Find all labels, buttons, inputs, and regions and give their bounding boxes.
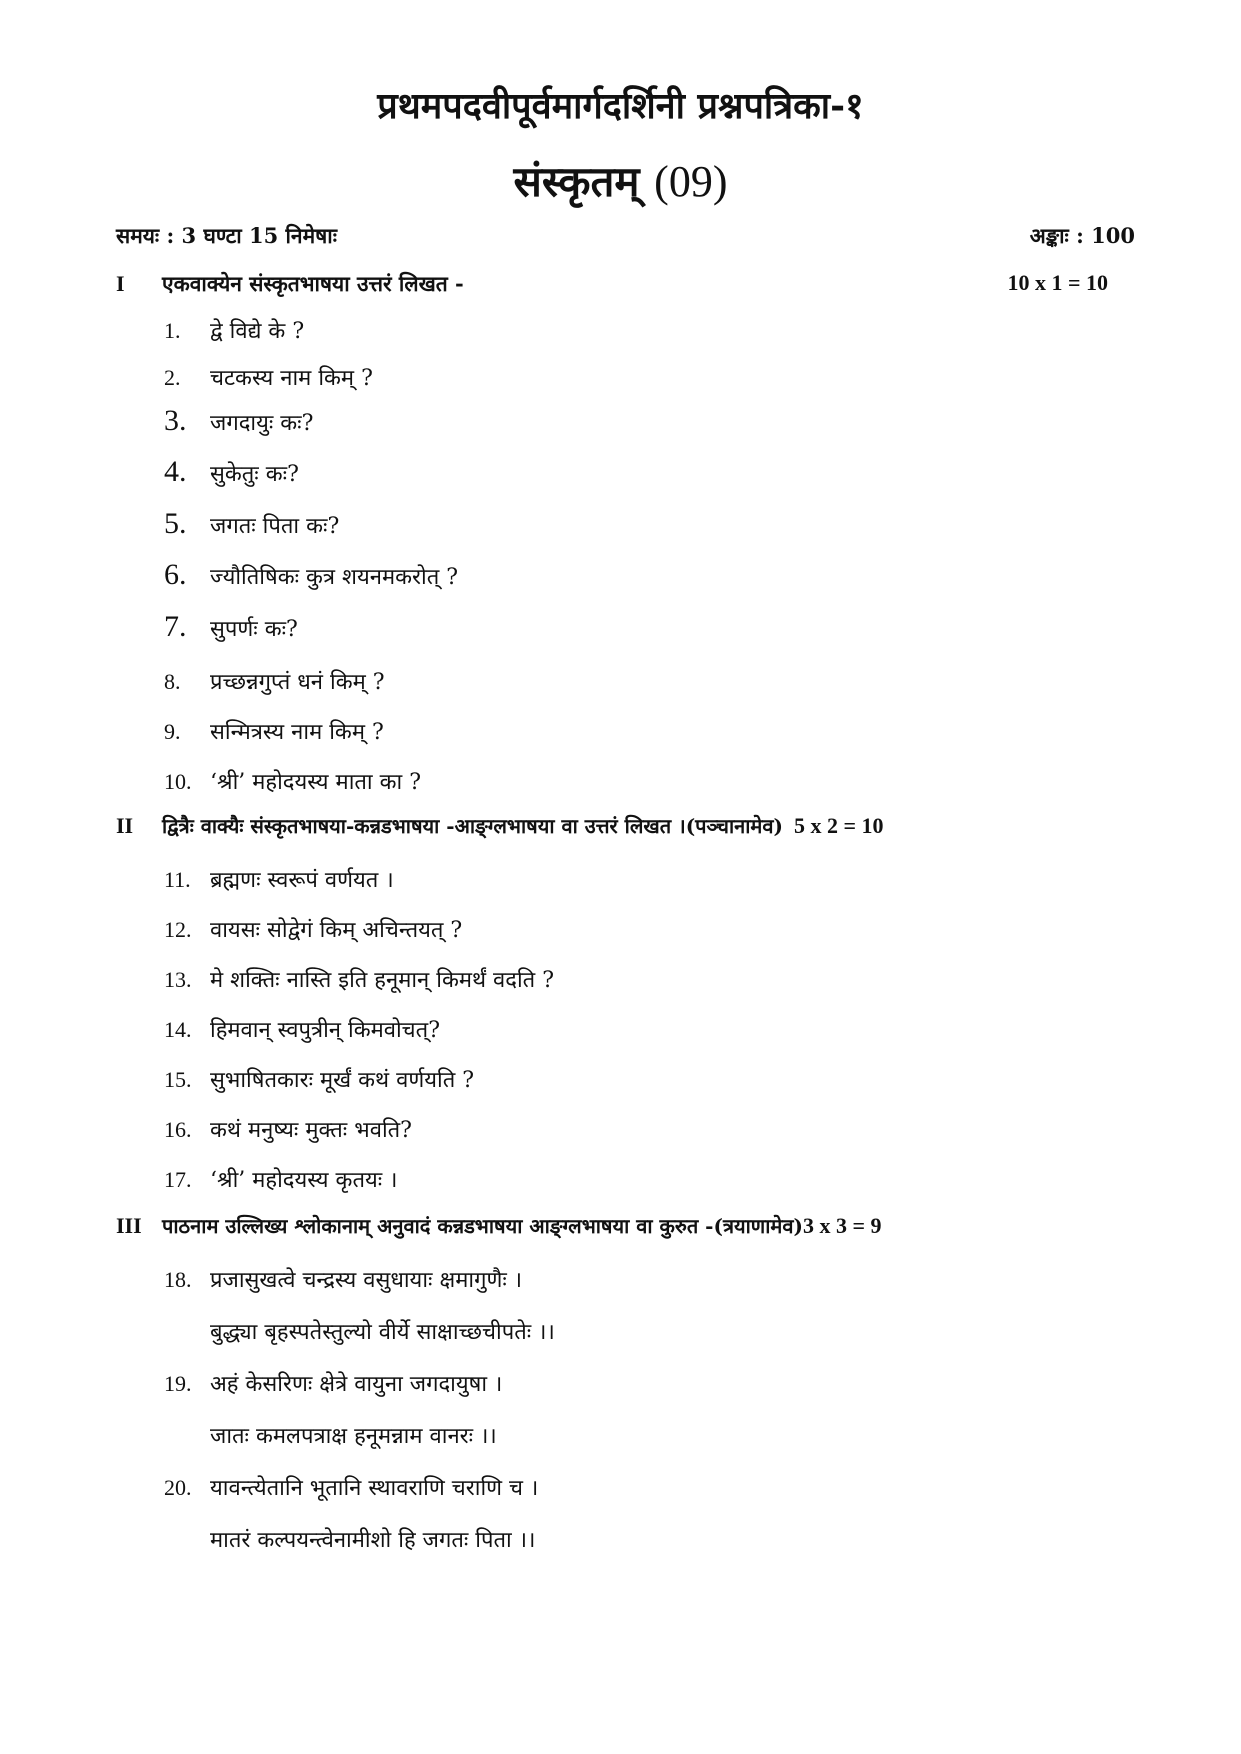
verse-line-1: यावन्त्येतानि भूतानि स्थावराणि चराणि च । xyxy=(210,1476,539,1501)
question-text: सुपर्णः कः? xyxy=(210,617,298,642)
section-1-header xyxy=(116,270,1126,298)
question-number: 14. xyxy=(164,1017,192,1042)
question-text: ज्यौतिषिकः कुत्र शयनमकरोत् ? xyxy=(210,565,459,590)
question-text: सुभाषितकारः मूर्खं कथं वर्णयति ? xyxy=(210,1068,475,1093)
question-item xyxy=(164,315,304,345)
section-number: I xyxy=(116,271,125,296)
question-text: द्वे विद्ये के ? xyxy=(210,319,305,344)
question-number: 10. xyxy=(164,769,192,794)
question-text: वायसः सोद्वेगं किम् अचिन्तयत् ? xyxy=(210,918,463,943)
section-2-header xyxy=(116,812,1126,839)
question-item xyxy=(164,864,394,894)
section-number: III xyxy=(116,1213,142,1238)
question-number: 16. xyxy=(164,1117,192,1142)
question-item xyxy=(164,1114,412,1144)
verse-line-2: बुद्ध्या बृहस्पतेस्तुल्यो वीर्ये साक्षाच्छचीपतेः ।। xyxy=(210,1320,555,1345)
question-text: ‘श्री’ महोदयस्य माता का ? xyxy=(210,770,422,795)
question-text: सन्मित्रस्य नाम किम् ? xyxy=(210,720,384,745)
question-number: 5. xyxy=(164,507,187,540)
question-number: 8. xyxy=(164,669,181,694)
question-item xyxy=(164,1014,440,1044)
verse-item xyxy=(164,1368,502,1398)
question-text: जगदायुः कः? xyxy=(210,411,314,436)
question-text: सुकेतुः कः? xyxy=(210,462,299,487)
question-number: 3. xyxy=(164,404,187,437)
section-instruction: पाठनाम उल्लिख्य श्लोकानाम् अनुवादं कन्नडभाषया आङ्ग्लभाषया वा कुरुत -(त्रयाणामेव) xyxy=(162,1214,803,1238)
question-item xyxy=(164,766,421,796)
subject-title xyxy=(0,152,1241,209)
question-text: मे शक्तिः नास्ति इति हनूमान् किमर्थं वदति ? xyxy=(210,968,554,993)
question-text: ‘श्री’ महोदयस्य कृतयः । xyxy=(210,1168,398,1193)
question-number: 12. xyxy=(164,917,192,942)
verse-line-1: अहं केसरिणः क्षेत्रे वायुना जगदायुषा । xyxy=(210,1372,503,1397)
total-marks: अङ्काः : 100 xyxy=(1029,223,1135,248)
question-number: 9. xyxy=(164,719,181,744)
question-item xyxy=(164,610,298,644)
question-number: 20. xyxy=(164,1475,192,1500)
section-instruction: द्वित्रैः वाक्यैः संस्कृतभाषया-कन्नडभाषया -आङ्ग्लभाषया वा उत्तरं लिखत ।(पञ्चानामेव) xyxy=(162,814,783,838)
section-score: 3 x 3 = 9 xyxy=(802,1213,882,1238)
question-number: 18. xyxy=(164,1267,192,1292)
question-text: हिमवान् स्वपुत्रीन् किमवोचत्? xyxy=(210,1018,440,1043)
verse-item xyxy=(164,1264,522,1294)
verse-item xyxy=(164,1472,538,1502)
question-number: 1. xyxy=(164,318,181,343)
page-title: प्रथमपदवीपूर्वमार्गदर्शिनी प्रश्नपत्रिका-१ xyxy=(377,85,864,127)
question-text: जगतः पिता कः? xyxy=(210,514,340,539)
question-item xyxy=(164,455,299,489)
subject-code: (09) xyxy=(654,157,728,206)
verse-line-2: जातः कमलपत्राक्ष हनूमन्नाम वानरः ।। xyxy=(210,1424,497,1449)
question-number: 11. xyxy=(164,867,191,892)
question-item xyxy=(164,964,554,994)
section-number: II xyxy=(116,813,134,838)
question-number: 19. xyxy=(164,1371,192,1396)
section-score: 10 x 1 = 10 xyxy=(1007,270,1108,295)
question-text: चटकस्य नाम किम् ? xyxy=(210,366,373,391)
question-item xyxy=(164,362,373,392)
subject-name: संस्कृतम् xyxy=(513,157,640,206)
question-number: 15. xyxy=(164,1067,192,1092)
question-item xyxy=(164,1064,474,1094)
question-item xyxy=(164,716,384,746)
question-number: 7. xyxy=(164,610,187,643)
question-item xyxy=(164,666,385,696)
question-item xyxy=(164,558,458,592)
question-number: 6. xyxy=(164,558,187,591)
section-score: 5 x 2 = 10 xyxy=(793,813,884,838)
section-instruction: एकवाक्येन संस्कृतभाषया उत्तरं लिखत - xyxy=(162,271,464,296)
question-item xyxy=(164,507,339,541)
question-text: प्रच्छन्नगुप्तं धनं किम् ? xyxy=(210,670,385,695)
question-number: 2. xyxy=(164,365,181,390)
question-item xyxy=(164,1164,398,1194)
verse-line-1: प्रजासुखत्वे चन्द्रस्य वसुधायाः क्षमागुणैः । xyxy=(210,1268,523,1293)
question-item xyxy=(164,914,462,944)
question-number: 13. xyxy=(164,967,192,992)
exam-duration: समयः : 3 घण्टा 15 निमेषाः xyxy=(116,223,337,248)
question-text: कथं मनुष्यः मुक्तः भवति? xyxy=(210,1118,412,1143)
question-number: 4. xyxy=(164,455,187,488)
question-item xyxy=(164,404,313,438)
section-3-header xyxy=(116,1212,1126,1239)
verse-line-2: मातरं कल्पयन्त्वेनामीशो हि जगतः पिता ।। xyxy=(210,1528,536,1553)
question-number: 17. xyxy=(164,1167,192,1192)
question-text: ब्रह्मणः स्वरूपं वर्णयत । xyxy=(210,868,394,893)
